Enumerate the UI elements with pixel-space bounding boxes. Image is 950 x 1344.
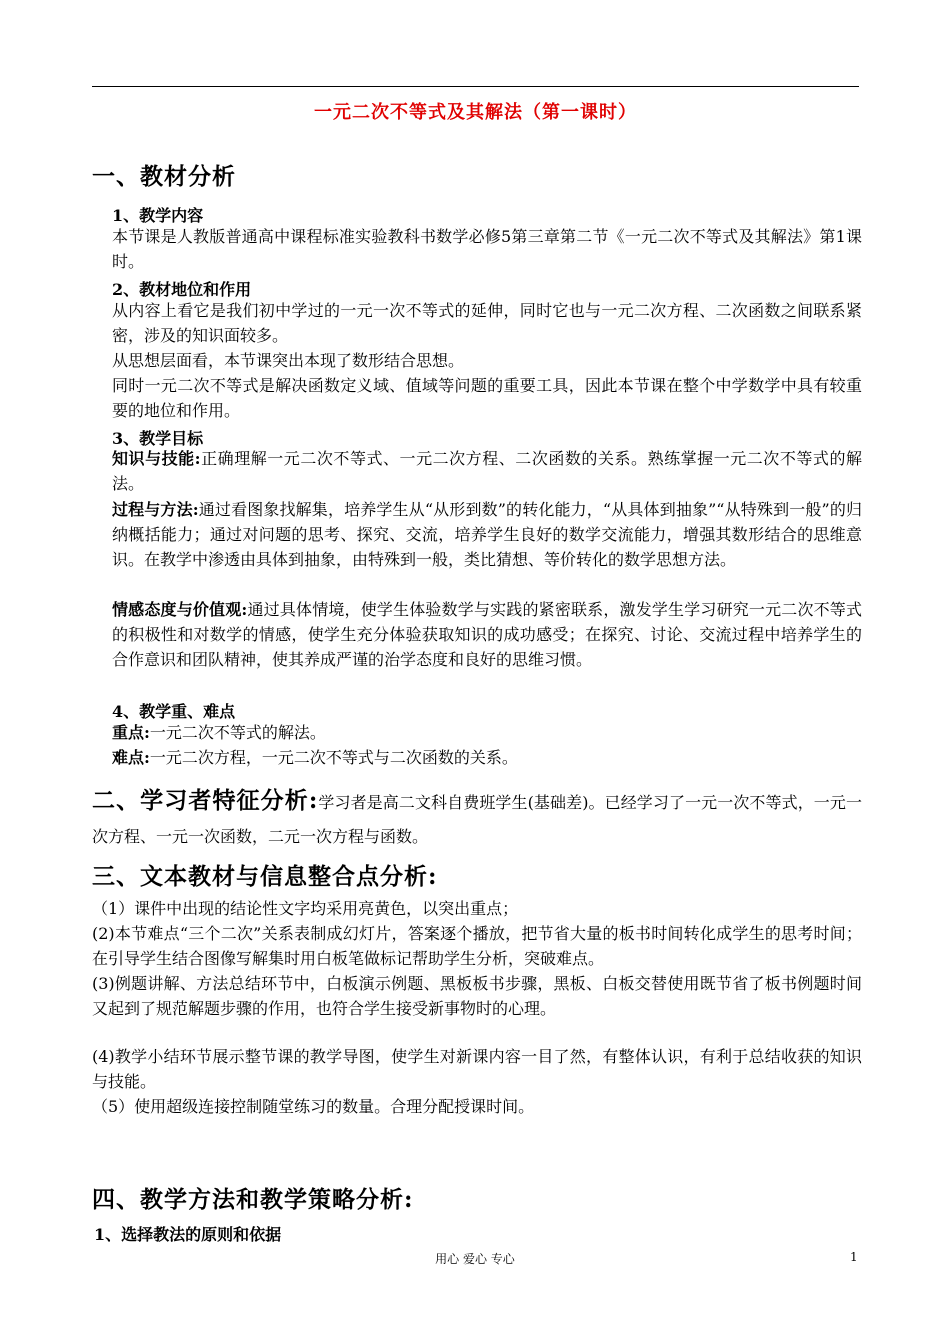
- text-key-point: 一元二次不等式的解法。: [149, 723, 326, 742]
- integration-item-4: (4)教学小结环节展示整节课的教学导图，使学生对新课内容一目了然，有整体认识，有利于总结收获的知识与技能。: [92, 1047, 862, 1091]
- subheading-key-difficult: 4、教学重、难点: [112, 702, 236, 721]
- subheading-teaching-method-principles: 1、选择教法的原则和依据: [94, 1225, 282, 1244]
- paragraph-goal-process: [112, 497, 862, 572]
- label-attitude-values: 情感态度与价值观:: [112, 600, 248, 619]
- label-knowledge-skills: 知识与技能:: [112, 449, 201, 468]
- paragraph-goal-knowledge: [112, 446, 862, 496]
- section-heading-1: 一、教材分析: [92, 163, 236, 190]
- label-difficult-point: 难点:: [112, 748, 150, 767]
- integration-item-1: （1）课件中出现的结论性文字均采用亮黄色，以突出重点；: [92, 899, 519, 918]
- subheading-material-status: 2、教材地位和作用: [112, 280, 252, 299]
- integration-item-2: (2)本节难点“三个二次”关系表制成幻灯片，答案逐个播放，把节省大量的板书时间转化成学生的思考时间；在引导学生结合图像写解集时用白板笔做标记帮助学生分析，突破难点。: [92, 924, 862, 968]
- paragraph-material-status-3: 同时一元二次不等式是解决函数定义域、值域等问题的重要工具，因此本节课在整个中学数学中具有较重要的地位和作用。: [112, 376, 862, 420]
- paragraph-material-status-2: 从思想层面看，本节课突出本现了数形结合思想。: [112, 351, 465, 370]
- footer-slogan: 用心 爱心 专心: [435, 1252, 515, 1266]
- section-learner-analysis: [92, 784, 862, 854]
- text-attitude-values: 通过具体情境，使学生体验数学与实践的紧密联系，激发学生学习研究一元二次不等式的积极性和对数学的情感，使学生充分体验获取知识的成功感受；在探究、讨论、交流过程中培养学生的合作意识和团队精神，使其养成严谨的治学态度和良好的思维习惯。: [112, 600, 862, 669]
- text-process-method: 通过看图象找解集，培养学生从“从形到数”的转化能力，“从具体到抽象”“从特殊到一般”的归纳概括能力；通过对问题的思考、探究、交流，培养学生良好的数学交流能力，增强其数形结合的思维意识。在教学中渗透由具体到抽象，由特殊到一般，类比猜想、等价转化的数学思想方法。: [112, 500, 862, 569]
- subheading-teaching-goals: 3、教学目标: [112, 429, 204, 448]
- text-learner-analysis: 学习者是高二文科自费班学生(基础差)。已经学习了一元一次不等式，一元一次方程、一元一次函数，二元一次方程与函数。: [92, 793, 862, 846]
- section-heading-3: 三、文本教材与信息整合点分析:: [92, 863, 438, 890]
- section-heading-4: 四、教学方法和教学策略分析:: [92, 1186, 414, 1213]
- document-title: 一元二次不等式及其解法（第一课时）: [314, 102, 637, 123]
- paragraph-teaching-content: 本节课是人教版普通高中课程标准实验教科书数学必修5第三章第二节《一元二次不等式及其解法》第1课时。: [112, 227, 862, 271]
- paragraph-key-point: [112, 720, 862, 745]
- paragraph-difficult-point: [112, 745, 862, 770]
- section-heading-2: 二、学习者特征分析:: [92, 787, 319, 814]
- label-process-method: 过程与方法:: [112, 500, 199, 519]
- subheading-teaching-content: 1、教学内容: [112, 206, 204, 225]
- page-number: 1: [850, 1250, 858, 1264]
- paragraph-material-status-1: 从内容上看它是我们初中学过的一元一次不等式的延伸，同时它也与一元二次方程、二次函数之间联系紧密，涉及的知识面较多。: [112, 301, 862, 345]
- text-difficult-point: 一元二次方程，一元二次不等式与二次函数的关系。: [149, 748, 518, 767]
- text-knowledge-skills: 正确理解一元二次不等式、一元二次方程、二次函数的关系。熟练掌握一元二次不等式的解法。: [112, 449, 862, 493]
- paragraph-goal-attitude: [112, 597, 862, 672]
- label-key-point: 重点:: [112, 723, 150, 742]
- integration-item-5: （5）使用超级连接控制随堂练习的数量。合理分配授课时间。: [92, 1097, 535, 1116]
- integration-item-3: (3)例题讲解、方法总结环节中，白板演示例题、黑板板书步骤，黑板、白板交替使用既节省了板书例题时间又起到了规范解题步骤的作用，也符合学生接受新事物时的心理。: [92, 974, 862, 1018]
- header-rule: [92, 86, 859, 87]
